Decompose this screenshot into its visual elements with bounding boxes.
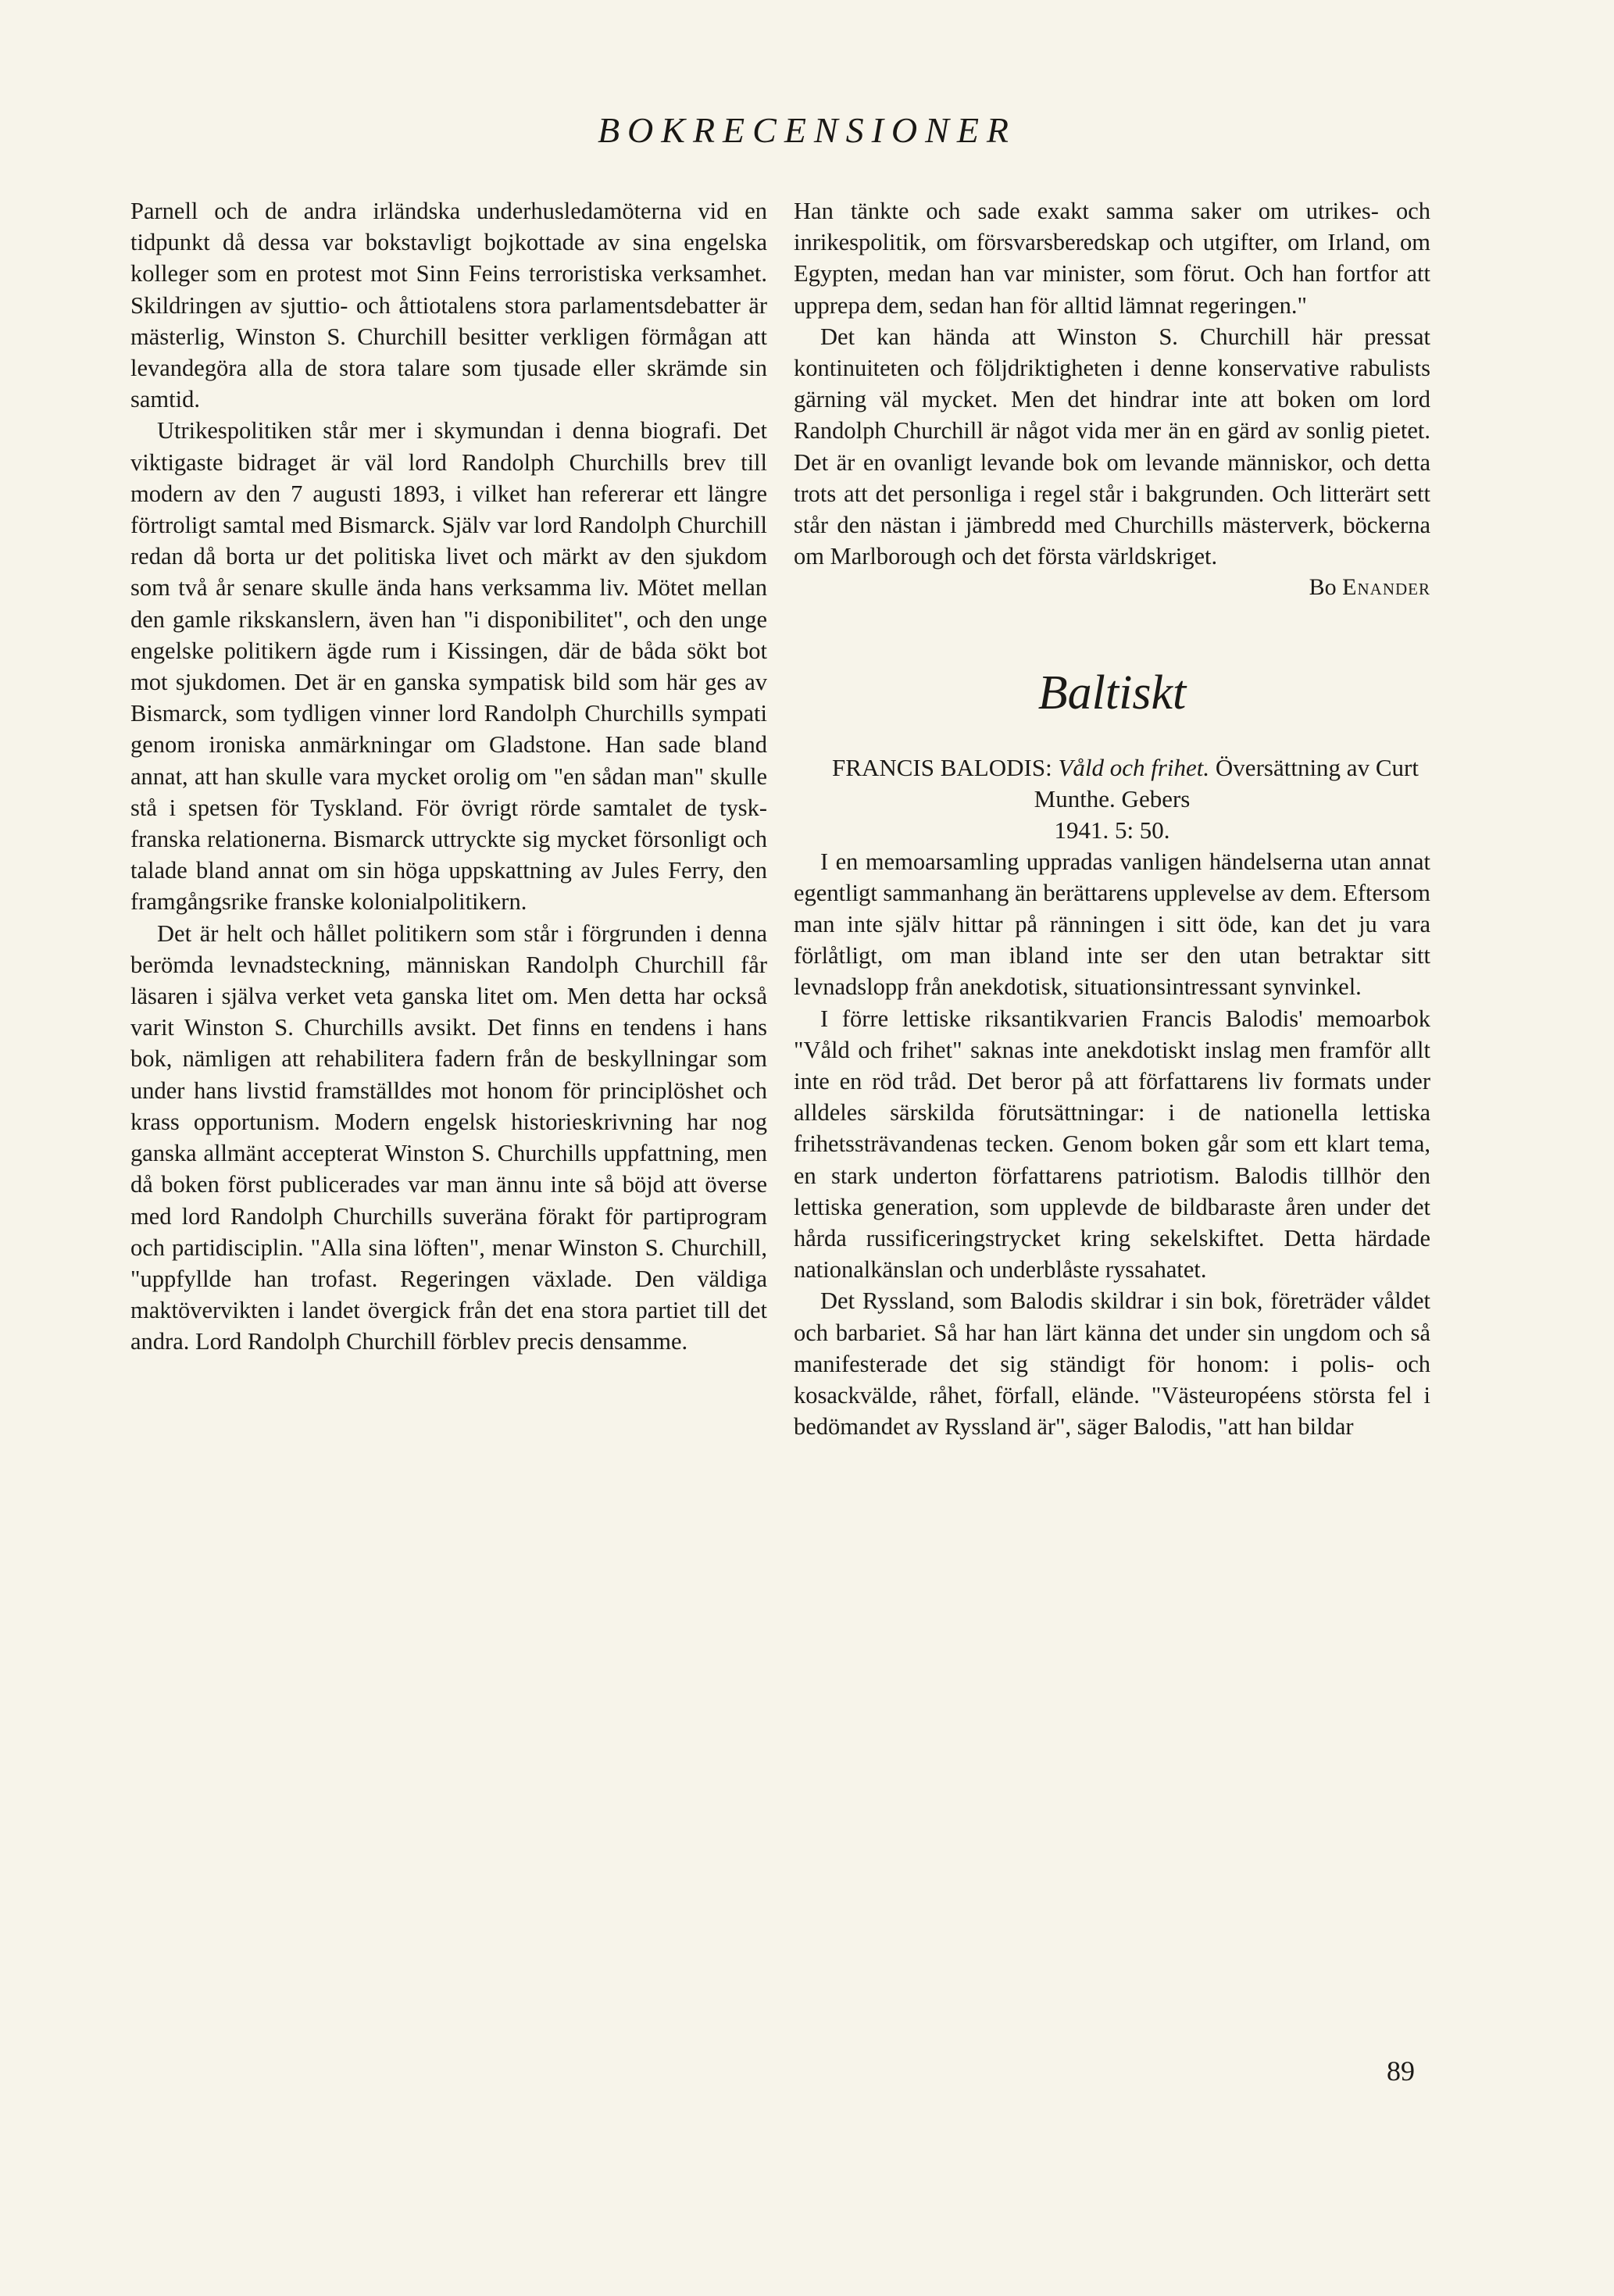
paragraph: Parnell och de andra irländska underhusledamöterna vid en tidpunkt då dessa var bokstavligt bojkottade av sina engelska kolleger som en protest mot Sinn Feins terroristiska verksamhet. Skildringen av sjuttio- och åttiotalens stora parlamentsdebatter är mästerlig, Winston S. Churchill besitter verkligen förmågan att levandegöra alla de stora talare som tjusade eller skrämde sin samtid. [130,198,767,413]
paragraph: Det kan hända att Winston S. Churchill här pressat kontinuiteten och följdriktigheten i denne konservative rabulists gärning väl mycket. Men det hindrar inte att boken om lord Randolph Churchill är något vida mer än en gärd av sonlig pietet. Det är en ovanligt levande bok om levande människor, och detta trots att det personliga i regel står i bakgrunden. Och litterärt sett står den nästan i jämbredd med Churchills mästerverk, böckerna om Marlborough och det första världskriget. [794,323,1430,570]
signature-last-name: Enander [1342,574,1430,601]
paragraph: Han tänkte och sade exakt samma saker om utrikes- och inrikespolitik, om försvarsberedskap och utgifter, om Irland, om Egypten, medan han var minister, som förut. Och han fortfor att upprepa dem, sedan han för alltid lämnat regeringen." [794,198,1430,319]
paragraph: Utrikespolitiken står mer i skymundan i denna biografi. Det viktigaste bidraget är väl lord Randolph Churchills brev till modern av den 7 augusti 1893, i vilket han refererar ett längre förtroligt samtal med Bismarck. Själv var lord Randolph Churchill redan då borta ur det politiska livet och märkt av den sjukdom som två år senare skulle ända hans verksamma liv. Mötet mellan den gamle rikskanslern, även han "i disponibilitet", och den unge engelske politikern ägde rum i Kissingen, där de båda sökt bot mot sjukdomen. Det är en ganska sympatisk bild som här ges av Bismarck, som tydligen vinner lord Randolph Churchills sympati genom ironiska anmärkningar om Gladstone. Han sade bland annat, att han skulle vara mycket orolig om "en sådan man" skulle stå i spetsen för Tyskland. För övrigt rörde samtalet de tysk-franska relationerna. Bismarck uttryckte sig mycket försonligt och talade bland annat om sin höga uppskattning av Jules Ferry, den framgångsrike franske kolonialpolitikern. [130,417,767,916]
paragraph: I förre lettiske riksantikvarien Francis Balodis' memoarbok "Våld och frihet" saknas inte anekdotiskt inslag men framför allt inte en röd tråd. Det beror på att författarens liv formats under alldeles särskilda förutsättningar: i de nationella lettiska frihetssträvandenas tecken. Genom boken går som ett klart tema, en stark underton författarens patriotism. Balodis tillhör den lettiska generation, som upplevde de bildbaraste åren under det hårda russificeringstrycket kring sekelskiftet. Detta härdade nationalkänslan och underblåste ryssahatet. [794,1005,1430,1284]
paragraph: Det Ryssland, som Balodis skildrar i sin bok, företräder våldet och barbariet. Så har han lärt känna det under sin ungdom och så manifesterade det sig ständigt för honom: i polis- och kosackvälde, råhet, förfall, elände. "Västeuropéens största fel i bedömandet av Ryssland är", säger Balodis, "att han bildar [794,1287,1430,1441]
right-column [794,195,1430,1443]
running-title: BOKRECENSIONER [597,110,1017,150]
book-details: Översättning av Curt Munthe. Gebers [1034,753,1419,812]
book-entry [794,752,1430,846]
section-title: Baltiskt [1037,666,1187,720]
review-signature [794,572,1430,603]
signature-first-name: Bo [1309,574,1337,601]
paragraph: Det är helt och hållet politikern som står i förgrunden i denna berömda levnadsteckning, människan Randolph Churchill får läsaren i själva verket veta ganska litet om. Men detta har också varit Winston S. Churchills avsikt. Det finns en tendens i hans bok, nämligen att rehabilitera fadern från de beskyllningar som under hans livstid framställdes mot honom för principlöshet och krass opportunism. Modern engelsk historieskrivning har nog ganska allmänt accepterat Winston S. Churchills uppfattning, men då boken först publicerades var man ännu inte så böjd att överse med lord Randolph Churchills suveräna förakt för partiprogram och partidisciplin. "Alla sina löften", menar Winston S. Churchill, "uppfyllde han trofast. Regeringen växlade. Den väldiga maktövervikten i landet övergick från det ena stora partiet till det andra. Lord Randolph Churchill förblev precis densamme. [130,919,767,1355]
book-title: Våld och frihet. [1058,753,1210,781]
book-price-year: 1941. 5: 50. [1054,816,1170,844]
paragraph: I en memoarsamling uppradas vanligen händelserna utan annat egentligt sammanhang än berättarens upplevelse av dem. Eftersom man inte själv hittar på ränningen i sitt öde, kan det ju vara förlåtligt, om man ibland inte ser den utan betraktar sitt levnadslopp från anekdotisk, situationsintressant synvinkel. [794,848,1430,1001]
page-number: 89 [1387,2055,1415,2087]
left-column [130,195,767,1358]
book-author: FRANCIS BALODIS: [832,753,1052,781]
